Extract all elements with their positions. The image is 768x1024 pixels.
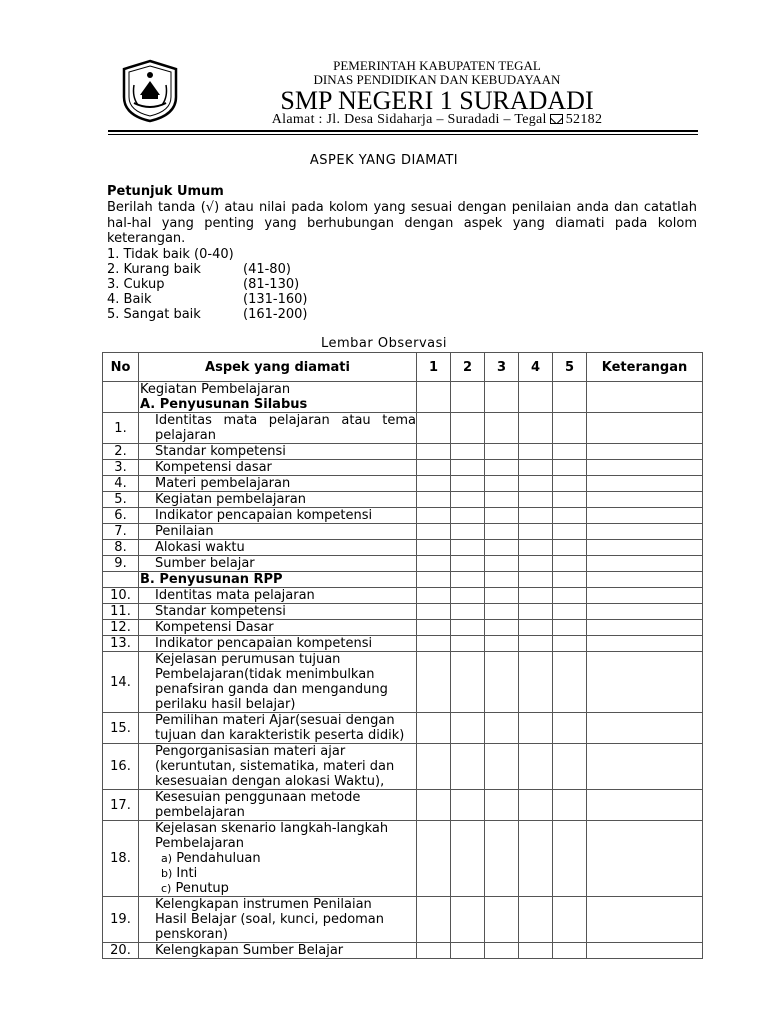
score-cell[interactable] (553, 652, 587, 713)
score-cell[interactable] (485, 556, 519, 572)
aspect-cell (139, 476, 417, 492)
score-cell[interactable] (519, 943, 553, 959)
score-cell[interactable] (417, 943, 451, 959)
aspect-cell (139, 620, 417, 636)
letterhead (108, 56, 696, 130)
header-score-3: 3 (485, 353, 519, 382)
score-cell[interactable] (451, 444, 485, 460)
aspect-cell (139, 636, 417, 652)
table-row (103, 460, 703, 476)
score-cell[interactable] (451, 790, 485, 821)
aspect-line: perilaku hasil belajar) (155, 697, 296, 712)
observation-sheet-title: Lembar Observasi (320, 336, 447, 351)
aspect-line: kesesuaian dengan alokasi Waktu), (155, 774, 385, 789)
keterangan-cell[interactable] (587, 476, 703, 492)
aspect-line: Pembelajaran(tidak menimbulkan (155, 667, 375, 682)
score-cell[interactable] (451, 556, 485, 572)
aspect-cell (139, 556, 417, 572)
letterhead-rule-thick (108, 130, 698, 132)
keterangan-cell[interactable] (587, 413, 703, 444)
section-row (103, 572, 703, 588)
score-cell[interactable] (553, 821, 587, 897)
postal-code: 52182 (565, 112, 603, 127)
score-cell[interactable] (451, 508, 485, 524)
score-cell[interactable] (451, 588, 485, 604)
score-cell[interactable] (519, 444, 553, 460)
score-cell[interactable] (553, 492, 587, 508)
score-cell[interactable] (417, 508, 451, 524)
score-cell[interactable] (553, 604, 587, 620)
score-cell[interactable] (451, 744, 485, 790)
score-cell[interactable] (519, 460, 553, 476)
score-cell[interactable] (417, 821, 451, 897)
score-cell[interactable] (485, 508, 519, 524)
aspect-line: penafsiran ganda dan mengandung (155, 682, 388, 697)
score-cell[interactable] (485, 713, 519, 744)
score-cell[interactable] (451, 604, 485, 620)
score-cell[interactable] (485, 413, 519, 444)
score-cell[interactable] (417, 636, 451, 652)
row-number: 19. (103, 897, 139, 943)
row-number: 8. (103, 540, 139, 556)
row-number: 14. (103, 652, 139, 713)
scale-item: 2. Kurang baik (41-80) (107, 262, 291, 277)
table-row (103, 636, 703, 652)
table-row (103, 604, 703, 620)
aspect-cell (139, 540, 417, 556)
score-cell[interactable] (451, 572, 485, 588)
header-aspek: Aspek yang diamati (139, 353, 417, 382)
score-cell[interactable] (519, 524, 553, 540)
row-number: 12. (103, 620, 139, 636)
letterhead-department: DINAS PENDIDIKAN DAN KEBUDAYAAN (313, 72, 561, 87)
sub-step-label: Penutup (175, 881, 229, 896)
score-cell[interactable] (451, 713, 485, 744)
score-cell[interactable] (417, 620, 451, 636)
row-number: 4. (103, 476, 139, 492)
aspect-line: Kelengkapan instrumen Penilaian (155, 897, 372, 912)
score-cell[interactable] (417, 460, 451, 476)
table-row (103, 413, 703, 444)
aspect-cell (139, 492, 417, 508)
score-cell[interactable] (519, 604, 553, 620)
section-label: B. Penyusunan RPP (139, 572, 417, 588)
table-row (103, 943, 703, 959)
table-row (103, 588, 703, 604)
score-cell[interactable] (519, 790, 553, 821)
score-cell[interactable] (451, 821, 485, 897)
keterangan-cell[interactable] (587, 540, 703, 556)
score-cell[interactable] (485, 943, 519, 959)
row-number: 7. (103, 524, 139, 540)
table-row (103, 713, 703, 744)
aspect-line: Sumber belajar (155, 556, 255, 571)
keterangan-cell[interactable] (587, 460, 703, 476)
header-score-4: 4 (519, 353, 553, 382)
score-cell[interactable] (451, 652, 485, 713)
aspect-line: Indikator pencapaian kompetensi (155, 636, 373, 651)
letterhead-rule-thin (108, 134, 698, 135)
section-label: Kegiatan Pembelajaran A. Penyusunan Silabus (139, 382, 417, 413)
score-cell[interactable] (485, 540, 519, 556)
scale-item: 5. Sangat baik (161-200) (107, 307, 308, 322)
aspect-cell (139, 713, 417, 744)
score-cell[interactable] (553, 790, 587, 821)
score-cell[interactable] (417, 382, 451, 413)
score-cell[interactable] (553, 620, 587, 636)
aspect-line: Kejelasan perumusan tujuan (155, 652, 341, 667)
header-no: No (103, 353, 139, 382)
score-cell[interactable] (553, 413, 587, 444)
keterangan-cell[interactable] (587, 604, 703, 620)
aspect-cell (139, 821, 417, 897)
score-cell[interactable] (519, 652, 553, 713)
score-cell[interactable] (553, 382, 587, 413)
keterangan-cell[interactable] (587, 444, 703, 460)
table-row (103, 790, 703, 821)
score-cell[interactable] (417, 572, 451, 588)
score-cell[interactable] (417, 604, 451, 620)
score-cell[interactable] (519, 636, 553, 652)
sub-step-label: Pendahuluan (176, 851, 261, 866)
aspect-line: Kesesuian penggunaan metode (155, 790, 361, 805)
score-cell[interactable] (553, 636, 587, 652)
aspect-line: Materi pembelajaran (155, 476, 291, 491)
score-cell[interactable] (519, 897, 553, 943)
keterangan-cell[interactable] (587, 652, 703, 713)
aspect-line: Kejelasan skenario langkah-langkah (155, 821, 389, 836)
envelope-icon (550, 114, 563, 124)
score-cell[interactable] (485, 897, 519, 943)
keterangan-cell[interactable] (587, 588, 703, 604)
aspect-cell (139, 652, 417, 713)
score-cell[interactable] (485, 604, 519, 620)
score-cell[interactable] (451, 413, 485, 444)
score-cell[interactable] (451, 476, 485, 492)
aspect-line: Pengorganisasian materi ajar (155, 744, 346, 759)
score-cell[interactable] (485, 790, 519, 821)
score-cell[interactable] (485, 588, 519, 604)
row-number: 2. (103, 444, 139, 460)
score-cell[interactable] (553, 508, 587, 524)
score-cell[interactable] (417, 492, 451, 508)
keterangan-cell[interactable] (587, 620, 703, 636)
instructions-text: Berilah tanda (√) atau nilai pada kolom yang sesuai dengan penilaian anda dan catatlah hal-hal yang penting yang berhubungan dengan aspek yang diamati pada kolom keterangan. (107, 200, 697, 246)
scale-item: 1. Tidak baik (0-40) (107, 247, 234, 262)
table-row (103, 744, 703, 790)
score-cell[interactable] (519, 556, 553, 572)
sub-step (155, 851, 416, 866)
keterangan-cell[interactable] (587, 821, 703, 897)
score-cell[interactable] (519, 413, 553, 444)
aspect-cell (139, 444, 417, 460)
keterangan-cell[interactable] (587, 572, 703, 588)
table-body (103, 382, 703, 959)
header-keterangan: Keterangan (587, 353, 703, 382)
aspect-line: Pembelajaran (155, 836, 244, 851)
table-row (103, 444, 703, 460)
score-cell[interactable] (451, 524, 485, 540)
aspect-line: pembelajaran (155, 805, 245, 820)
table-row (103, 540, 703, 556)
score-cell[interactable] (519, 744, 553, 790)
letterhead-school-name: SMP NEGERI 1 SURADADI (280, 86, 594, 115)
score-cell[interactable] (451, 540, 485, 556)
scale-item: 3. Cukup (81-130) (107, 277, 300, 292)
aspect-line: Pemilihan materi Ajar(sesuai dengan (155, 713, 395, 728)
row-number: 5. (103, 492, 139, 508)
score-cell[interactable] (519, 492, 553, 508)
aspect-line: tujuan dan karakteristik peserta didik) (155, 728, 405, 743)
letterhead-government: PEMERINTAH KABUPATEN TEGAL (333, 58, 541, 73)
score-cell[interactable] (485, 636, 519, 652)
aspect-cell (139, 604, 417, 620)
aspect-cell (139, 897, 417, 943)
score-cell[interactable] (417, 524, 451, 540)
score-cell[interactable] (485, 460, 519, 476)
keterangan-cell[interactable] (587, 713, 703, 744)
aspect-line: Penilaian (155, 524, 214, 539)
score-cell[interactable] (519, 508, 553, 524)
aspect-cell (139, 790, 417, 821)
score-cell[interactable] (417, 540, 451, 556)
scale-item: 4. Baik (131-160) (107, 292, 308, 307)
table-row (103, 821, 703, 897)
score-cell[interactable] (519, 572, 553, 588)
header-score-5: 5 (553, 353, 587, 382)
score-cell[interactable] (485, 382, 519, 413)
row-number: 15. (103, 713, 139, 744)
score-cell[interactable] (417, 897, 451, 943)
aspect-line: Kegiatan pembelajaran (155, 492, 307, 507)
aspect-line: Indikator pencapaian kompetensi (155, 508, 373, 523)
row-number: 6. (103, 508, 139, 524)
score-cell[interactable] (485, 620, 519, 636)
score-cell[interactable] (451, 620, 485, 636)
score-cell[interactable] (451, 492, 485, 508)
score-cell[interactable] (553, 588, 587, 604)
score-cell[interactable] (417, 713, 451, 744)
instructions-heading: Petunjuk Umum (107, 184, 224, 199)
score-cell[interactable] (417, 413, 451, 444)
score-cell[interactable] (417, 744, 451, 790)
keterangan-cell[interactable] (587, 524, 703, 540)
score-cell[interactable] (485, 476, 519, 492)
score-cell[interactable] (451, 897, 485, 943)
aspect-line: Standar kompetensi (155, 604, 286, 619)
keterangan-cell[interactable] (587, 744, 703, 790)
aspect-cell (139, 508, 417, 524)
page-title: ASPEK YANG DIAMATI (309, 153, 459, 168)
aspect-line: Identitas mata pelajaran (155, 588, 315, 603)
keterangan-cell[interactable] (587, 636, 703, 652)
table-row (103, 652, 703, 713)
score-cell[interactable] (485, 492, 519, 508)
score-cell[interactable] (553, 943, 587, 959)
score-cell[interactable] (553, 444, 587, 460)
score-cell[interactable] (553, 524, 587, 540)
observation-table (102, 352, 703, 959)
score-cell[interactable] (519, 382, 553, 413)
score-cell[interactable] (417, 790, 451, 821)
score-cell[interactable] (485, 524, 519, 540)
row-number: 20. (103, 943, 139, 959)
aspect-line: Kompetensi dasar (155, 460, 272, 475)
score-cell[interactable] (485, 572, 519, 588)
score-cell[interactable] (553, 572, 587, 588)
score-cell[interactable] (519, 620, 553, 636)
aspect-line: Kelengkapan Sumber Belajar (155, 943, 344, 958)
row-number: 11. (103, 604, 139, 620)
score-cell[interactable] (519, 821, 553, 897)
score-cell[interactable] (417, 588, 451, 604)
aspect-line: Alokasi waktu (155, 540, 245, 555)
score-cell[interactable] (451, 943, 485, 959)
header-score-1: 1 (417, 353, 451, 382)
sub-step-marker: b) (161, 867, 173, 880)
score-cell[interactable] (519, 540, 553, 556)
sub-step (155, 881, 416, 896)
aspect-line: Standar kompetensi (155, 444, 286, 459)
sub-step-label: Inti (176, 866, 198, 881)
table-header-row (103, 353, 703, 382)
score-cell[interactable] (553, 556, 587, 572)
score-cell[interactable] (553, 460, 587, 476)
table-row (103, 556, 703, 572)
sub-step (155, 866, 416, 881)
keterangan-cell[interactable] (587, 943, 703, 959)
aspect-line: (keruntutan, sistematika, materi dan (155, 759, 395, 774)
aspect-cell (139, 588, 417, 604)
row-number: 1. (103, 413, 139, 444)
score-cell[interactable] (417, 476, 451, 492)
keterangan-cell[interactable] (587, 790, 703, 821)
aspect-line: Hasil Belajar (soal, kunci, pedoman (155, 912, 385, 927)
score-cell[interactable] (485, 444, 519, 460)
section-row (103, 382, 703, 413)
aspect-cell (139, 524, 417, 540)
aspect-cell (139, 744, 417, 790)
score-cell[interactable] (519, 713, 553, 744)
table-row (103, 492, 703, 508)
row-number: 9. (103, 556, 139, 572)
score-cell[interactable] (417, 556, 451, 572)
aspect-cell (139, 460, 417, 476)
score-cell[interactable] (553, 897, 587, 943)
row-number: 10. (103, 588, 139, 604)
aspect-line: penskoran) (155, 927, 228, 942)
table-row (103, 508, 703, 524)
score-cell[interactable] (519, 588, 553, 604)
score-cell[interactable] (417, 652, 451, 713)
score-cell[interactable] (485, 652, 519, 713)
sub-step-marker: c) (161, 882, 172, 895)
table-row (103, 620, 703, 636)
keterangan-cell[interactable] (587, 382, 703, 413)
score-cell[interactable] (519, 476, 553, 492)
address-text: Alamat : Jl. Desa Sidaharja – Suradadi – Tegal (271, 112, 547, 127)
score-cell[interactable] (485, 744, 519, 790)
table-row (103, 524, 703, 540)
score-cell[interactable] (485, 821, 519, 897)
row-number: 3. (103, 460, 139, 476)
score-cell[interactable] (451, 636, 485, 652)
keterangan-cell[interactable] (587, 492, 703, 508)
row-number: 17. (103, 790, 139, 821)
aspect-line: Identitas mata pelajaran atau tema pelajaran (155, 413, 416, 443)
row-number: 13. (103, 636, 139, 652)
aspect-cell (139, 413, 417, 444)
table-row (103, 476, 703, 492)
sub-step-marker: a) (161, 852, 173, 865)
score-cell[interactable] (553, 476, 587, 492)
score-cell[interactable] (451, 460, 485, 476)
table-row (103, 897, 703, 943)
aspect-line: Kompetensi Dasar (155, 620, 274, 635)
score-cell[interactable] (553, 540, 587, 556)
score-cell[interactable] (417, 444, 451, 460)
score-cell[interactable] (451, 382, 485, 413)
score-cell[interactable] (553, 713, 587, 744)
keterangan-cell[interactable] (587, 897, 703, 943)
row-number: 16. (103, 744, 139, 790)
header-score-2: 2 (451, 353, 485, 382)
score-cell[interactable] (553, 744, 587, 790)
letterhead-address (143, 112, 731, 128)
row-number: 18. (103, 821, 139, 897)
keterangan-cell[interactable] (587, 556, 703, 572)
keterangan-cell[interactable] (587, 508, 703, 524)
aspect-cell (139, 943, 417, 959)
